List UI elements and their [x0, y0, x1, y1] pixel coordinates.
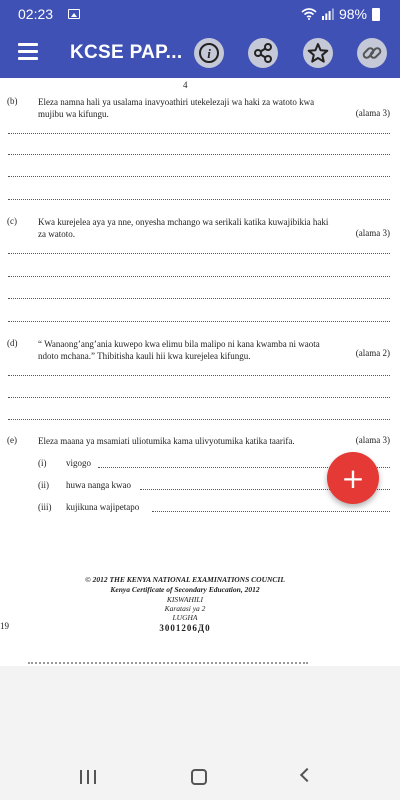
share-icon: [252, 42, 274, 64]
answer-line: [8, 154, 390, 155]
favorite-button[interactable]: [303, 38, 333, 68]
share-button[interactable]: [248, 38, 278, 68]
status-bar: [0, 0, 400, 28]
info-icon: [198, 42, 220, 64]
sub-item-text: huwa nanga kwao: [66, 480, 131, 490]
footer-certificate: Kenya Certificate of Secondary Education, 2012: [110, 585, 260, 594]
question-label: (d): [7, 338, 18, 348]
blank-area: [0, 666, 400, 756]
footer-copyright: © 2012 THE KENYA NATIONAL EXAMINATIONS COUNCIL: [85, 575, 285, 584]
system-nav-bar: [0, 756, 400, 800]
side-page-number: 19: [0, 621, 9, 631]
menu-icon[interactable]: [18, 43, 38, 59]
link-icon: [361, 42, 383, 64]
answer-line: [8, 397, 390, 398]
question-marks: (alama 3): [355, 435, 390, 445]
sub-item-text: vigogo: [66, 458, 92, 468]
footer-subject: KISWAHILI: [166, 595, 204, 604]
question-marks: (alama 2): [355, 348, 390, 358]
sub-item-label: (i): [38, 458, 47, 468]
answer-line: [8, 133, 390, 134]
signal-icon: [322, 8, 334, 20]
question-label: (c): [7, 216, 17, 226]
back-icon[interactable]: [300, 768, 314, 782]
answer-line: [8, 199, 390, 200]
answer-line: [8, 253, 390, 254]
question-marks: (alama 3): [355, 228, 390, 238]
sub-item-text: kujikuna wajipetapo: [66, 502, 140, 512]
plus-icon: +: [341, 461, 365, 495]
svg-text:i: i: [207, 46, 211, 61]
question-label: (b): [7, 96, 18, 106]
add-button[interactable]: [327, 452, 379, 504]
sub-item-label: (iii): [38, 502, 52, 512]
answer-line: [8, 419, 390, 420]
gallery-notification-icon: [68, 9, 80, 19]
question-text: Kwa kurejelea aya ya nne, onyesha mchango wa serikali katika kuwajibikia haki za watoto.: [38, 217, 329, 239]
question-marks: (alama 3): [355, 108, 390, 118]
battery-percent: 98%: [338, 6, 367, 22]
info-button[interactable]: [194, 38, 224, 68]
battery-icon: [372, 8, 380, 21]
page-number: 4: [183, 80, 188, 90]
question-text: Eleza namna hali ya usalama inavyoathiri utekelezaji wa haki za watoto kwa mujibu wa kifungu.: [38, 97, 315, 119]
answer-line: [8, 176, 390, 177]
footer-language: LUGHA: [172, 613, 198, 622]
answer-line: [8, 321, 390, 322]
recent-apps-icon[interactable]: [80, 770, 96, 784]
barcode-number: 3001206Д0: [159, 623, 211, 633]
answer-line: [152, 511, 390, 512]
status-indicators: [301, 6, 380, 22]
answer-line: [8, 276, 390, 277]
question-label: (e): [7, 435, 17, 445]
app-bar: [0, 28, 400, 78]
link-button[interactable]: [357, 38, 387, 68]
app-title: KCSE PAP...: [70, 42, 183, 63]
sub-item-label: (ii): [38, 480, 49, 490]
document-view[interactable]: [0, 78, 400, 666]
question-text: Eleza maana ya msamiati uliotumika kama ulivyotumika katika taarifa.: [38, 436, 295, 446]
home-icon[interactable]: [191, 769, 207, 785]
star-icon: [307, 42, 329, 64]
wifi-icon: [301, 8, 317, 20]
status-time: 02:23: [18, 6, 54, 22]
question-text: “ Wanaong’ang’ania kuwepo kwa elimu bila malipo ni kana kwamba ni waota ndoto mchana.” Thibitisha kauli hii kwa kurejelea kifungu.: [38, 339, 320, 361]
footer-paper: Karatasi ya 2: [164, 604, 206, 613]
answer-line: [8, 298, 390, 299]
answer-line: [8, 375, 390, 376]
